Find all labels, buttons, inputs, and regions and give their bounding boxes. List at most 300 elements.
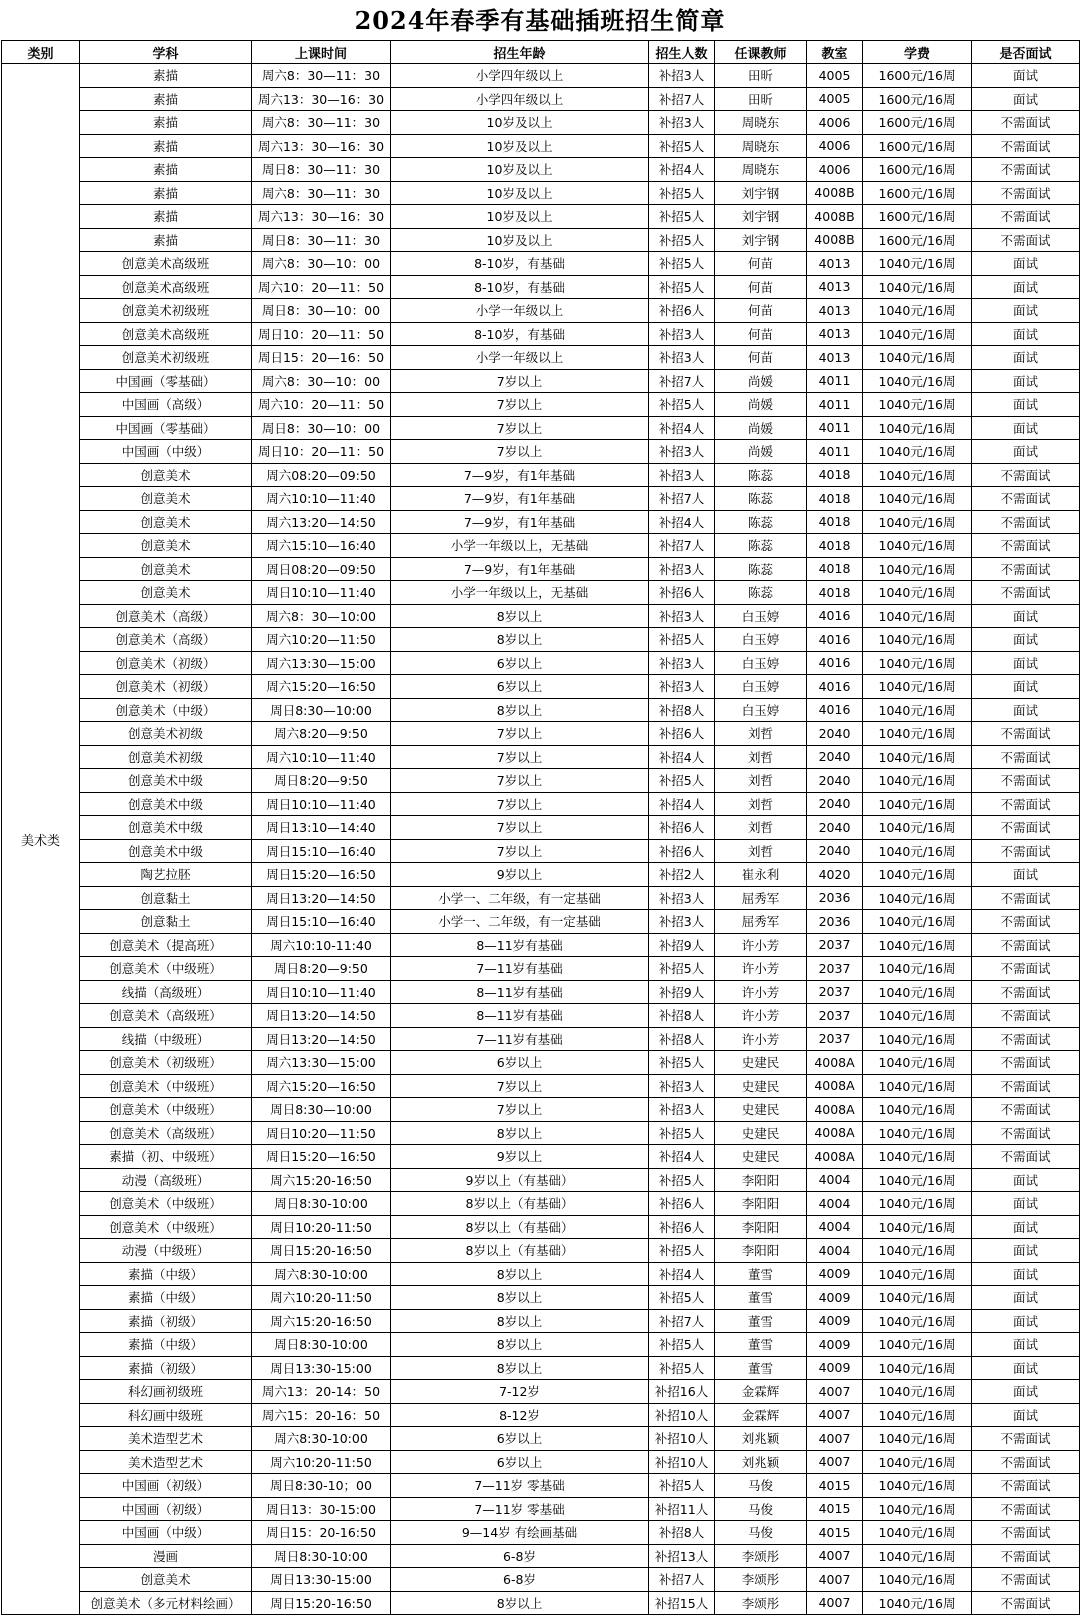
- classroom-cell: 4008A: [807, 1145, 863, 1169]
- class-time-cell: 周六10：20—11：50: [252, 393, 391, 417]
- age-cell: 8-10岁，有基础: [391, 275, 649, 299]
- subject-cell: 创意美术: [80, 557, 252, 581]
- subject-cell: 创意美术初级班: [80, 346, 252, 370]
- teacher-cell: 白玉婷: [715, 698, 807, 722]
- table-row: [2, 416, 1080, 440]
- class-time-cell: 周六15:20—16:50: [252, 1074, 391, 1098]
- interview-cell: 不需面试: [972, 769, 1080, 793]
- class-time-cell: 周日8:30-10；00: [252, 1474, 391, 1498]
- class-time-cell: 周日8：30—10：00: [252, 416, 391, 440]
- tuition-cell: 1600元/16周: [863, 64, 972, 88]
- table-row: [2, 111, 1080, 135]
- quota-cell: 补招6人: [649, 1192, 715, 1216]
- age-cell: 7—11岁有基础: [391, 1027, 649, 1051]
- quota-cell: 补招4人: [649, 745, 715, 769]
- classroom-cell: 4005: [807, 64, 863, 88]
- quota-cell: 补招6人: [649, 1215, 715, 1239]
- tuition-cell: 1040元/16周: [863, 1544, 972, 1568]
- teacher-cell: 尚媛: [715, 440, 807, 464]
- age-cell: 7—9岁，有1年基础: [391, 463, 649, 487]
- class-time-cell: 周日15:20—16:50: [252, 1145, 391, 1169]
- interview-cell: 面试: [972, 440, 1080, 464]
- teacher-cell: 何苗: [715, 322, 807, 346]
- subject-cell: 陶艺拉胚: [80, 863, 252, 887]
- teacher-cell: 董雪: [715, 1286, 807, 1310]
- class-time-cell: 周六8：30—11：30: [252, 181, 391, 205]
- teacher-cell: 史建民: [715, 1051, 807, 1075]
- teacher-cell: 周晓东: [715, 158, 807, 182]
- quota-cell: 补招5人: [649, 1168, 715, 1192]
- quota-cell: 补招7人: [649, 87, 715, 111]
- tuition-cell: 1040元/16周: [863, 487, 972, 511]
- age-cell: 9岁以上（有基础）: [391, 1168, 649, 1192]
- table-row: [2, 1004, 1080, 1028]
- teacher-cell: 屈秀军: [715, 910, 807, 934]
- age-cell: 8岁以上（有基础）: [391, 1215, 649, 1239]
- age-cell: 8岁以上: [391, 1262, 649, 1286]
- teacher-cell: 史建民: [715, 1074, 807, 1098]
- table-row: [2, 980, 1080, 1004]
- teacher-cell: 崔永利: [715, 863, 807, 887]
- age-cell: 8—11岁有基础: [391, 933, 649, 957]
- classroom-cell: 4007: [807, 1450, 863, 1474]
- teacher-cell: 白玉婷: [715, 675, 807, 699]
- tuition-cell: 1040元/16周: [863, 1521, 972, 1545]
- table-row: [2, 1591, 1080, 1615]
- class-time-cell: 周六13：30—16：30: [252, 205, 391, 229]
- age-cell: 小学一年级以上: [391, 299, 649, 323]
- subject-cell: 创意黏土: [80, 910, 252, 934]
- age-cell: 6-8岁: [391, 1544, 649, 1568]
- interview-cell: 不需面试: [972, 1591, 1080, 1615]
- classroom-cell: 4013: [807, 275, 863, 299]
- tuition-cell: 1040元/16周: [863, 910, 972, 934]
- quota-cell: 补招3人: [649, 64, 715, 88]
- age-cell: 7-12岁: [391, 1380, 649, 1404]
- teacher-cell: 周晓东: [715, 111, 807, 135]
- subject-cell: 创意美术: [80, 1568, 252, 1592]
- table-row: [2, 134, 1080, 158]
- interview-cell: 不需面试: [972, 1074, 1080, 1098]
- interview-cell: 不需面试: [972, 1098, 1080, 1122]
- tuition-cell: 1040元/16周: [863, 769, 972, 793]
- interview-cell: 不需面试: [972, 722, 1080, 746]
- subject-cell: 创意美术: [80, 534, 252, 558]
- tuition-cell: 1040元/16周: [863, 651, 972, 675]
- teacher-cell: 田昕: [715, 64, 807, 88]
- quota-cell: 补招3人: [649, 111, 715, 135]
- subject-cell: 中国画（初级）: [80, 1497, 252, 1521]
- teacher-cell: 刘宇钢: [715, 181, 807, 205]
- tuition-cell: 1040元/16周: [863, 1027, 972, 1051]
- class-time-cell: 周日10:10—11:40: [252, 792, 391, 816]
- quota-cell: 补招10人: [649, 1450, 715, 1474]
- teacher-cell: 刘哲: [715, 769, 807, 793]
- quota-cell: 补招4人: [649, 1145, 715, 1169]
- table-row: [2, 792, 1080, 816]
- classroom-cell: 4008B: [807, 228, 863, 252]
- interview-cell: 不需面试: [972, 463, 1080, 487]
- subject-cell: 创意美术: [80, 581, 252, 605]
- table-row: [2, 463, 1080, 487]
- class-time-cell: 周日13:30-15:00: [252, 1356, 391, 1380]
- interview-cell: 不需面试: [972, 886, 1080, 910]
- age-cell: 8岁以上: [391, 1333, 649, 1357]
- class-time-cell: 周日13:20—14:50: [252, 886, 391, 910]
- tuition-cell: 1040元/16周: [863, 252, 972, 276]
- teacher-cell: 马俊: [715, 1474, 807, 1498]
- interview-cell: 不需面试: [972, 1027, 1080, 1051]
- interview-cell: 不需面试: [972, 1521, 1080, 1545]
- tuition-cell: 1040元/16周: [863, 416, 972, 440]
- interview-cell: 面试: [972, 675, 1080, 699]
- class-time-cell: 周日8:20—9:50: [252, 957, 391, 981]
- tuition-cell: 1040元/16周: [863, 1239, 972, 1263]
- class-time-cell: 周六10:20-11:50: [252, 1286, 391, 1310]
- interview-cell: 面试: [972, 369, 1080, 393]
- subject-cell: 美术造型艺术: [80, 1450, 252, 1474]
- subject-cell: 素描: [80, 111, 252, 135]
- age-cell: 7—11岁有基础: [391, 957, 649, 981]
- classroom-cell: 4016: [807, 698, 863, 722]
- quota-cell: 补招7人: [649, 487, 715, 511]
- class-time-cell: 周六10:10-11:40: [252, 933, 391, 957]
- classroom-cell: 4004: [807, 1168, 863, 1192]
- class-time-cell: 周日15:10—16:40: [252, 910, 391, 934]
- classroom-cell: 4018: [807, 487, 863, 511]
- quota-cell: 补招5人: [649, 393, 715, 417]
- interview-cell: 不需面试: [972, 980, 1080, 1004]
- class-time-cell: 周日13：30-15:00: [252, 1497, 391, 1521]
- class-time-cell: 周日13:10—14:40: [252, 816, 391, 840]
- age-cell: 7岁以上: [391, 816, 649, 840]
- tuition-cell: 1040元/16周: [863, 1333, 972, 1357]
- table-row: [2, 1403, 1080, 1427]
- teacher-cell: 刘哲: [715, 745, 807, 769]
- teacher-cell: 何苗: [715, 346, 807, 370]
- classroom-cell: 4018: [807, 581, 863, 605]
- classroom-cell: 2037: [807, 1004, 863, 1028]
- quota-cell: 补招3人: [649, 463, 715, 487]
- tuition-cell: 1040元/16周: [863, 299, 972, 323]
- table-row: [2, 581, 1080, 605]
- teacher-cell: 金霖辉: [715, 1403, 807, 1427]
- class-time-cell: 周六10:20—11:50: [252, 628, 391, 652]
- classroom-cell: 4006: [807, 111, 863, 135]
- teacher-cell: 尚媛: [715, 369, 807, 393]
- classroom-cell: 4016: [807, 628, 863, 652]
- table-row: [2, 1474, 1080, 1498]
- tuition-cell: 1040元/16周: [863, 1427, 972, 1451]
- classroom-cell: 4008A: [807, 1121, 863, 1145]
- teacher-cell: 周晓东: [715, 134, 807, 158]
- quota-cell: 补招3人: [649, 322, 715, 346]
- quota-cell: 补招5人: [649, 1474, 715, 1498]
- classroom-cell: 4007: [807, 1591, 863, 1615]
- class-time-cell: 周六15:20-16:50: [252, 1168, 391, 1192]
- interview-cell: 不需面试: [972, 1544, 1080, 1568]
- age-cell: 7岁以上: [391, 416, 649, 440]
- tuition-cell: 1040元/16周: [863, 322, 972, 346]
- interview-cell: 不需面试: [972, 205, 1080, 229]
- age-cell: 6-8岁: [391, 1568, 649, 1592]
- subject-cell: 科幻画初级班: [80, 1380, 252, 1404]
- subject-cell: 中国画（零基础）: [80, 369, 252, 393]
- table-row: [2, 722, 1080, 746]
- age-cell: 8-12岁: [391, 1403, 649, 1427]
- class-time-cell: 周六8：30—10:00: [252, 604, 391, 628]
- subject-cell: 创意美术高级班: [80, 322, 252, 346]
- tuition-cell: 1600元/16周: [863, 111, 972, 135]
- teacher-cell: 刘哲: [715, 839, 807, 863]
- interview-cell: 不需面试: [972, 1568, 1080, 1592]
- subject-cell: 创意美术（初级）: [80, 651, 252, 675]
- tuition-cell: 1040元/16周: [863, 463, 972, 487]
- quota-cell: 补招3人: [649, 346, 715, 370]
- quota-cell: 补招7人: [649, 369, 715, 393]
- header-row: [2, 41, 1080, 64]
- table-row: [2, 675, 1080, 699]
- teacher-cell: 马俊: [715, 1497, 807, 1521]
- quota-cell: 补招2人: [649, 863, 715, 887]
- subject-cell: 美术造型艺术: [80, 1427, 252, 1451]
- teacher-cell: 李阳阳: [715, 1168, 807, 1192]
- subject-cell: 动漫（高级班）: [80, 1168, 252, 1192]
- age-cell: 7—11岁 零基础: [391, 1474, 649, 1498]
- quota-cell: 补招3人: [649, 604, 715, 628]
- class-time-cell: 周六15:10—16:40: [252, 534, 391, 558]
- class-time-cell: 周日8:30—10:00: [252, 1098, 391, 1122]
- tuition-cell: 1040元/16周: [863, 722, 972, 746]
- age-cell: 7岁以上: [391, 393, 649, 417]
- header-age: 招生年龄: [391, 41, 649, 64]
- interview-cell: 不需面试: [972, 158, 1080, 182]
- interview-cell: 面试: [972, 628, 1080, 652]
- quota-cell: 补招5人: [649, 1286, 715, 1310]
- class-time-cell: 周六10:10—11:40: [252, 745, 391, 769]
- tuition-cell: 1600元/16周: [863, 134, 972, 158]
- table-row: [2, 1497, 1080, 1521]
- table-row: [2, 1145, 1080, 1169]
- classroom-cell: 4006: [807, 158, 863, 182]
- teacher-cell: 董雪: [715, 1309, 807, 1333]
- table-row: [2, 910, 1080, 934]
- classroom-cell: 4015: [807, 1497, 863, 1521]
- age-cell: 小学一年级以上: [391, 346, 649, 370]
- teacher-cell: 白玉婷: [715, 604, 807, 628]
- tuition-cell: 1040元/16周: [863, 980, 972, 1004]
- age-cell: 6岁以上: [391, 651, 649, 675]
- age-cell: 小学四年级以上: [391, 87, 649, 111]
- class-time-cell: 周日15:10—16:40: [252, 839, 391, 863]
- class-time-cell: 周六15:20-16:50: [252, 1309, 391, 1333]
- tuition-cell: 1040元/16周: [863, 369, 972, 393]
- tuition-cell: 1040元/16周: [863, 675, 972, 699]
- interview-cell: 面试: [972, 1215, 1080, 1239]
- tuition-cell: 1040元/16周: [863, 863, 972, 887]
- subject-cell: 漫画: [80, 1544, 252, 1568]
- header-interview: 是否面试: [972, 41, 1080, 64]
- interview-cell: 不需面试: [972, 557, 1080, 581]
- quota-cell: 补招5人: [649, 1333, 715, 1357]
- table-row: [2, 1215, 1080, 1239]
- teacher-cell: 刘宇钢: [715, 205, 807, 229]
- classroom-cell: 4008A: [807, 1098, 863, 1122]
- classroom-cell: 4007: [807, 1427, 863, 1451]
- class-time-cell: 周日8：30—10：00: [252, 299, 391, 323]
- interview-cell: 面试: [972, 1309, 1080, 1333]
- subject-cell: 创意美术（中级班）: [80, 1192, 252, 1216]
- class-time-cell: 周日10:10—11:40: [252, 980, 391, 1004]
- table-row: [2, 933, 1080, 957]
- quota-cell: 补招5人: [649, 181, 715, 205]
- subject-cell: 创意美术高级班: [80, 275, 252, 299]
- age-cell: 7—11岁 零基础: [391, 1497, 649, 1521]
- teacher-cell: 尚媛: [715, 393, 807, 417]
- age-cell: 10岁及以上: [391, 158, 649, 182]
- teacher-cell: 田昕: [715, 87, 807, 111]
- table-row: [2, 534, 1080, 558]
- tuition-cell: 1040元/16周: [863, 816, 972, 840]
- class-time-cell: 周日8:30-10:00: [252, 1192, 391, 1216]
- age-cell: 7岁以上: [391, 839, 649, 863]
- age-cell: 8岁以上: [391, 1591, 649, 1615]
- class-time-cell: 周六8:30-10:00: [252, 1427, 391, 1451]
- teacher-cell: 许小芳: [715, 933, 807, 957]
- subject-cell: 创意美术（多元材料绘画）: [80, 1591, 252, 1615]
- class-time-cell: 周日8：30—11：30: [252, 158, 391, 182]
- interview-cell: 面试: [972, 1356, 1080, 1380]
- subject-cell: 创意美术中级: [80, 839, 252, 863]
- age-cell: 7—9岁，有1年基础: [391, 487, 649, 511]
- subject-cell: 素描: [80, 64, 252, 88]
- class-time-cell: 周六13：30—16：30: [252, 134, 391, 158]
- class-time-cell: 周日13:30-15:00: [252, 1568, 391, 1592]
- class-time-cell: 周日10:20—11:50: [252, 1121, 391, 1145]
- teacher-cell: 金霖辉: [715, 1380, 807, 1404]
- quota-cell: 补招7人: [649, 1568, 715, 1592]
- age-cell: 9—14岁 有绘画基础: [391, 1521, 649, 1545]
- interview-cell: 面试: [972, 1403, 1080, 1427]
- tuition-cell: 1040元/16周: [863, 1121, 972, 1145]
- quota-cell: 补招6人: [649, 722, 715, 746]
- class-time-cell: 周六8:30-10:00: [252, 1262, 391, 1286]
- subject-cell: 线描（中级班）: [80, 1027, 252, 1051]
- interview-cell: 不需面试: [972, 1121, 1080, 1145]
- quota-cell: 补招5人: [649, 769, 715, 793]
- interview-cell: 面试: [972, 1239, 1080, 1263]
- interview-cell: 面试: [972, 393, 1080, 417]
- quota-cell: 补招4人: [649, 510, 715, 534]
- subject-cell: 素描（初级）: [80, 1309, 252, 1333]
- tuition-cell: 1040元/16周: [863, 957, 972, 981]
- tuition-cell: 1040元/16周: [863, 1403, 972, 1427]
- quota-cell: 补招5人: [649, 1239, 715, 1263]
- classroom-cell: 4018: [807, 463, 863, 487]
- tuition-cell: 1040元/16周: [863, 1591, 972, 1615]
- classroom-cell: 4013: [807, 252, 863, 276]
- interview-cell: 不需面试: [972, 1004, 1080, 1028]
- age-cell: 9岁以上: [391, 863, 649, 887]
- quota-cell: 补招3人: [649, 910, 715, 934]
- table-row: [2, 1568, 1080, 1592]
- classroom-cell: 2037: [807, 1027, 863, 1051]
- quota-cell: 补招5人: [649, 275, 715, 299]
- class-time-cell: 周六13:30—15:00: [252, 651, 391, 675]
- quota-cell: 补招5人: [649, 205, 715, 229]
- interview-cell: 不需面试: [972, 933, 1080, 957]
- quota-cell: 补招8人: [649, 698, 715, 722]
- subject-cell: 创意美术中级: [80, 792, 252, 816]
- tuition-cell: 1040元/16周: [863, 1356, 972, 1380]
- table-row: [2, 158, 1080, 182]
- class-time-cell: 周日8：30—11：30: [252, 228, 391, 252]
- subject-cell: 中国画（中级）: [80, 440, 252, 464]
- subject-cell: 素描（中级）: [80, 1286, 252, 1310]
- quota-cell: 补招3人: [649, 886, 715, 910]
- class-time-cell: 周日10:10—11:40: [252, 581, 391, 605]
- table-row: [2, 1450, 1080, 1474]
- teacher-cell: 白玉婷: [715, 651, 807, 675]
- age-cell: 7岁以上: [391, 745, 649, 769]
- subject-cell: 创意美术（中级班）: [80, 957, 252, 981]
- interview-cell: 不需面试: [972, 487, 1080, 511]
- table-row: [2, 1356, 1080, 1380]
- classroom-cell: 4013: [807, 299, 863, 323]
- subject-cell: 素描: [80, 134, 252, 158]
- header-classroom: 教室: [807, 41, 863, 64]
- table-row: [2, 651, 1080, 675]
- age-cell: 6岁以上: [391, 1427, 649, 1451]
- page-title: 2024年春季有基础插班招生简章: [354, 6, 726, 35]
- tuition-cell: 1040元/16周: [863, 1215, 972, 1239]
- table-row: [2, 1027, 1080, 1051]
- subject-cell: 科幻画中级班: [80, 1403, 252, 1427]
- teacher-cell: 陈蕊: [715, 534, 807, 558]
- table-row: [2, 252, 1080, 276]
- tuition-cell: 1040元/16周: [863, 1192, 972, 1216]
- classroom-cell: 4007: [807, 1403, 863, 1427]
- subject-cell: 素描: [80, 228, 252, 252]
- subject-cell: 中国画（初级）: [80, 1474, 252, 1498]
- interview-cell: 面试: [972, 1192, 1080, 1216]
- teacher-cell: 李颂彤: [715, 1544, 807, 1568]
- table-row: [2, 87, 1080, 111]
- quota-cell: 补招6人: [649, 816, 715, 840]
- classroom-cell: 4016: [807, 675, 863, 699]
- teacher-cell: 刘哲: [715, 792, 807, 816]
- tuition-cell: 1040元/16周: [863, 933, 972, 957]
- teacher-cell: 刘兆颖: [715, 1427, 807, 1451]
- table-row: [2, 1192, 1080, 1216]
- age-cell: 10岁及以上: [391, 134, 649, 158]
- age-cell: 7岁以上: [391, 440, 649, 464]
- classroom-cell: 2040: [807, 839, 863, 863]
- subject-cell: 创意美术（初级）: [80, 675, 252, 699]
- subject-cell: 创意美术初级: [80, 722, 252, 746]
- class-time-cell: 周六13：20-14：50: [252, 1380, 391, 1404]
- teacher-cell: 陈蕊: [715, 581, 807, 605]
- table-row: [2, 557, 1080, 581]
- interview-cell: 不需面试: [972, 1450, 1080, 1474]
- subject-cell: 创意美术（高级班）: [80, 1121, 252, 1145]
- age-cell: 小学四年级以上: [391, 64, 649, 88]
- classroom-cell: 4011: [807, 416, 863, 440]
- teacher-cell: 白玉婷: [715, 628, 807, 652]
- subject-cell: 素描: [80, 205, 252, 229]
- classroom-cell: 4016: [807, 651, 863, 675]
- tuition-cell: 1040元/16周: [863, 275, 972, 299]
